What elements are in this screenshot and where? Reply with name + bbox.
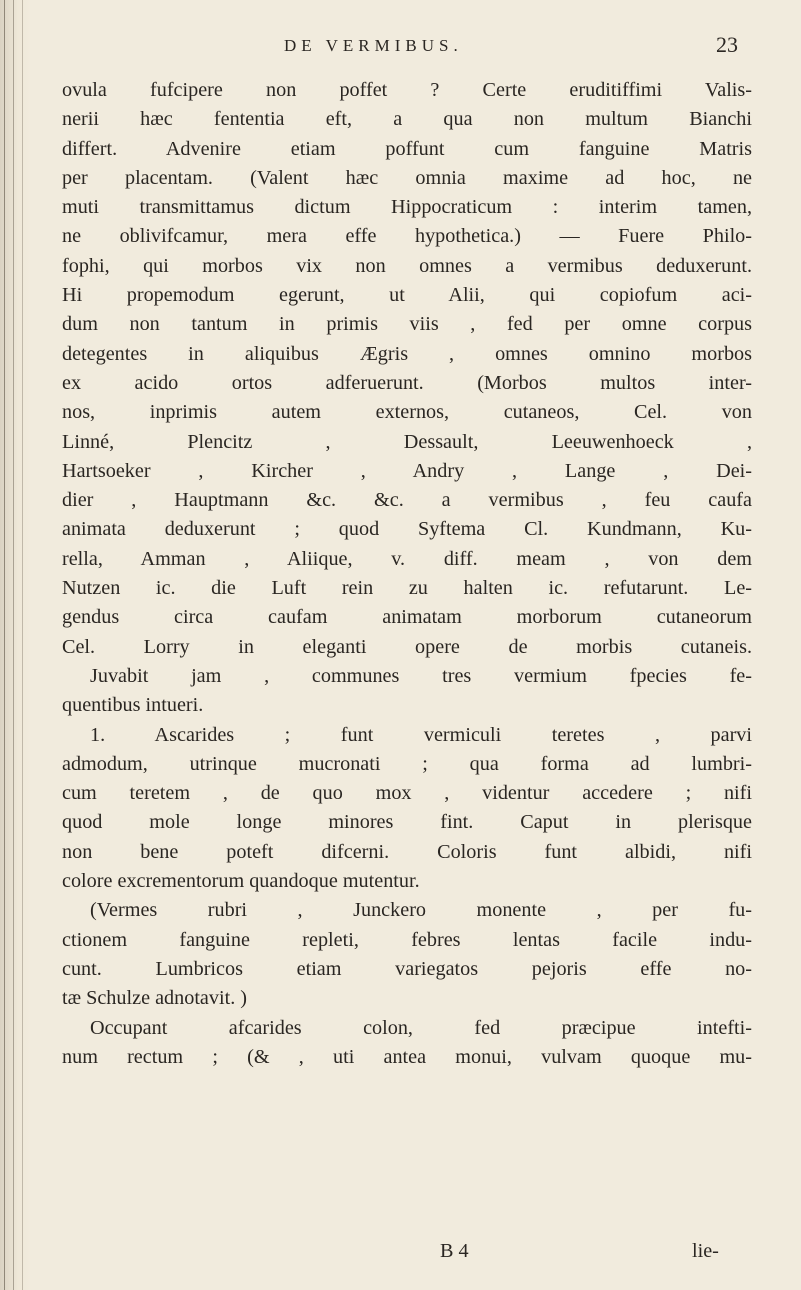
text-line: Hi propemodum egerunt, ut Alii, qui copiofum aci- xyxy=(62,284,752,307)
text-line: quentibus intueri. xyxy=(62,694,204,717)
running-head xyxy=(238,32,738,62)
text-line: fophi, qui morbos vix non omnes a vermibus deduxerunt. xyxy=(62,254,752,277)
text-line: cum teretem , de quo mox , videntur accedere ; nifi xyxy=(62,782,752,805)
edge-line xyxy=(4,0,5,1290)
text-line: num rectum ; (& , uti antea monui, vulvam quoque mu- xyxy=(62,1045,752,1068)
text-line: 1. Ascarides ; funt vermiculi teretes , parvi xyxy=(90,723,752,746)
text-line: ctionem fanguine repleti, febres lentas facile indu- xyxy=(62,928,752,951)
text-line: Occupant afcarides colon, fed præcipue intefti- xyxy=(90,1016,752,1039)
text-line: tæ Schulze adnotavit. ) xyxy=(62,987,248,1010)
running-title: DE VERMIBUS. xyxy=(284,36,463,55)
text-line: dum non tantum in primis viis , fed per omne corpus xyxy=(62,313,752,336)
text-line: nos, inprimis autem externos, cutaneos, Cel. von xyxy=(62,401,752,424)
text-line: cunt. Lumbricos etiam variegatos pejoris effe no- xyxy=(62,957,752,980)
text-line: per placentam. (Valent hæc omnia maxime ad hoc, ne xyxy=(62,166,752,189)
text-line: gendus circa caufam animatam morborum cutaneorum xyxy=(62,606,752,629)
text-line: ovula fufcipere non poffet ? Certe eruditiffimi Valis- xyxy=(62,79,752,101)
text-line: (Vermes rubri , Junckero monente , per fu- xyxy=(90,899,752,922)
text-line: Cel. Lorry in eleganti opere de morbis cutaneis. xyxy=(62,635,752,658)
text-line: admodum, utrinque mucronati ; qua forma ad lumbri- xyxy=(62,752,752,775)
body-text xyxy=(62,76,752,1072)
text-line: detegentes in aliquibus Ægris , omnes omnino morbos xyxy=(62,342,752,365)
edge-line xyxy=(22,0,23,1290)
text-line: Juvabit jam , communes tres vermium fpecies fe- xyxy=(90,664,752,687)
text-line: ex acido ortos adferuerunt. (Morbos multos inter- xyxy=(62,371,752,394)
text-line: colore excrementorum quandoque mutentur. xyxy=(62,870,420,893)
page-footer xyxy=(62,1240,752,1270)
text-line: non bene poteft difcerni. Coloris funt albidi, nifi xyxy=(62,840,752,863)
text-line: quod mole longe minores fint. Caput in plerisque xyxy=(62,811,752,834)
text-line: Nutzen ic. die Luft rein zu halten ic. refutarunt. Le- xyxy=(62,577,752,600)
text-line: ne oblivifcamur, mera effe hypothetica.) — Fuere Philo- xyxy=(62,225,752,248)
text-line: dier , Hauptmann &c. &c. a vermibus , feu caufa xyxy=(62,489,752,512)
signature-mark: B 4 xyxy=(440,1240,469,1262)
text-line: Linné, Plencitz , Dessault, Leeuwenhoeck , xyxy=(62,430,752,453)
text-line: Hartsoeker , Kircher , Andry , Lange , Dei- xyxy=(62,459,752,482)
edge-line xyxy=(13,0,14,1290)
page-edge xyxy=(0,0,30,1290)
page-number: 23 xyxy=(716,32,738,57)
text-line: rella, Amman , Aliique, v. diff. meam , von dem xyxy=(62,547,752,570)
text-line: differt. Advenire etiam poffunt cum fanguine Matris xyxy=(62,137,752,160)
catchword: lie- xyxy=(692,1240,719,1262)
text-line: nerii hæc fententia eft, a qua non multum Bianchi xyxy=(62,108,752,131)
text-line: animata deduxerunt ; quod Syftema Cl. Kundmann, Ku- xyxy=(62,518,752,541)
text-line: muti transmittamus dictum Hippocraticum : interim tamen, xyxy=(62,196,752,219)
